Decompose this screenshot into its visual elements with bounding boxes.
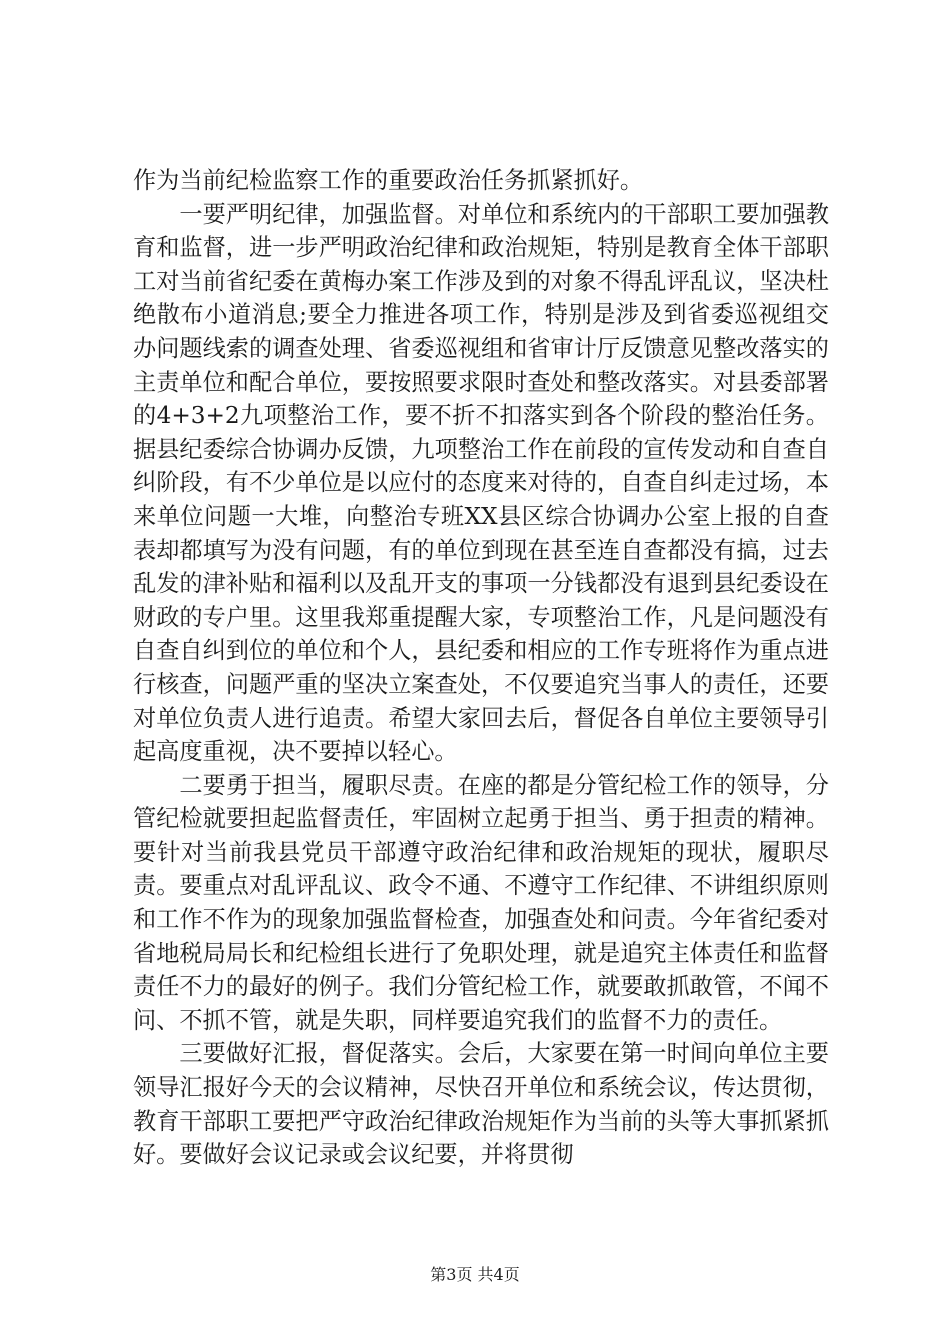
paragraph-discipline: 一要严明纪律，加强监督。对单位和系统内的干部职工要加强教育和监督，进一步严明政治纪律和政治规矩，特别是教育全体干部职工对当前省纪委在黄梅办案工作涉及到的对象不得乱评乱议，坚决杜绝散布小道消息;要全力推进各项工作，特别是涉及到省委巡视组交办问题线索的调查处理、省委巡视组和省审计厅反馈意见整改落实的主责单位和配合单位，要按照要求限时查处和整改落实。对县委部署的4+3+2九项整治工作，要不折不扣落实到各个阶段的整治任务。据县纪委综合协调办反馈，九项整治工作在前段的宣传发动和自查自纠阶段，有不少单位是以应付的态度来对待的，自查自纠走过场，本来单位问题一大堆，向整治专班XX县区综合协调办公室上报的自查表却都填写为没有问题，有的单位到现在甚至连自查都没有搞，过去乱发的津补贴和福利以及乱开支的事项一分钱都没有退到县纪委设在财政的专户里。这里我郑重提醒大家，专项整治工作，凡是问题没有自查自纠到位的单位和个人，县纪委和相应的工作专班将作为重点进行核查，问题严重的坚决立案查处，不仅要追究当事人的责任，还要对单位负责人进行追责。希望大家回去后，督促各自单位主要领导引起高度重视，决不要掉以轻心。 xyxy=(133,200,829,766)
paragraph-responsibility: 二要勇于担当，履职尽责。在座的都是分管纪检工作的领导，分管纪检就要担起监督责任，牢固树立起勇于担当、勇于担责的精神。要针对当前我县党员干部遵守政治纪律和政治规矩的现状，履职尽责。要重点对乱评乱议、政令不通、不遵守工作纪律、不讲组织原则和工作不作为的现象加强监督检查，加强查处和问责。今年省纪委对省地税局局长和纪检组长进行了免职处理，就是追究主体责任和监督责任不力的最好的例子。我们分管纪检工作，就要敢抓敢管，不闻不问、不抓不管，就是失职，同样要追究我们的监督不力的责任。 xyxy=(133,771,829,1034)
paragraph-continuation: 作为当前纪检监察工作的重要政治任务抓紧抓好。 xyxy=(133,167,644,194)
paragraph-reporting: 三要做好汇报，督促落实。会后，大家要在第一时间向单位主要领导汇报好今天的会议精神，尽快召开单位和系统会议，传达贯彻，教育干部职工要把严守政治纪律政治规矩作为当前的头等大事抓紧抓好。要做好会议记录或会议纪要，并将贯彻 xyxy=(133,1040,829,1169)
page-number-footer: 第3页 共4页 xyxy=(430,1265,520,1284)
document-body xyxy=(133,164,829,1172)
